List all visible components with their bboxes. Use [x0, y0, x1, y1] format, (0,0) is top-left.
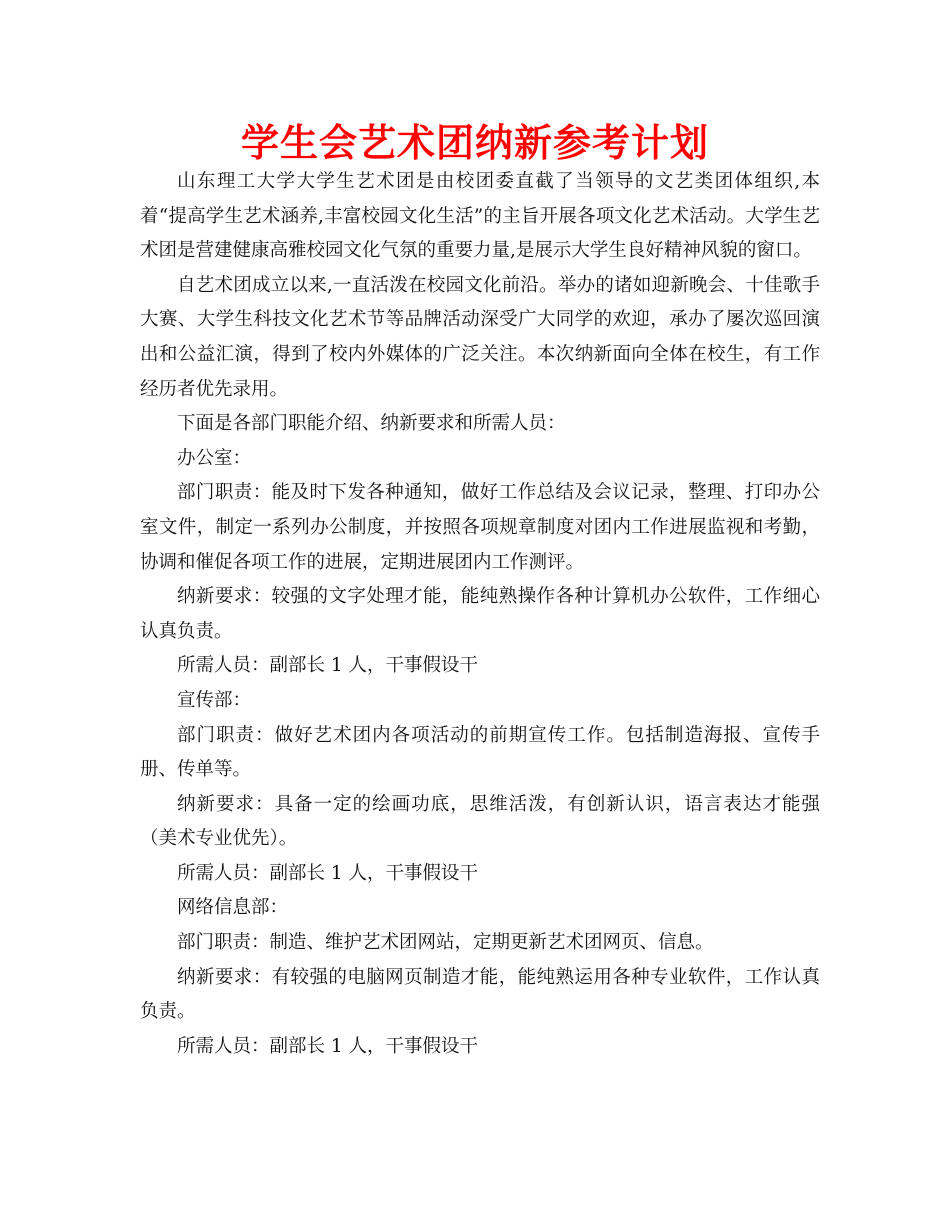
office-duties: 部门职责：能及时下发各种通知，做好工作总结及会议记录，整理、打印办公室文件，制定一系列办公制度，并按照各项规章制度对团内工作进展监视和考勤，协调和催促各项工作的进展，定期进展团内工作测评。: [140, 482, 820, 573]
heading-network: 网络信息部：: [177, 897, 289, 919]
paragraph-intro: 山东理工大学大学生艺术团是由校团委直截了当领导的文艺类团体组织,本着“提高学生艺术涵养,丰富校园文化生活”的主旨开展各项文化艺术活动。大学生艺术团是营建健康高雅校园文化气氛的重要力量,是展示大学生良好精神风貌的窗口。: [140, 171, 820, 262]
publicity-duties: 部门职责：做好艺术团内各项活动的前期宣传工作。包括制造海报、宣传手册、传单等。: [140, 724, 820, 781]
document-title: 学生会艺术团纳新参考计划: [240, 120, 709, 165]
office-requirements: 纳新要求：较强的文字处理才能，能纯熟操作各种计算机办公软件，工作细心认真负责。: [140, 586, 820, 642]
publicity-requirements: 纳新要求：具备一定的绘画功底，思维活泼，有创新认识，语言表达才能强（美术专业优先）。: [140, 793, 820, 850]
document-body: [140, 165, 820, 1064]
network-duties: 部门职责：制造、维护艺术团网站，定期更新艺术团网页、信息。: [177, 932, 714, 954]
office-staffing: 所需人员：副部长 1 人，干事假设干: [177, 655, 479, 677]
network-requirements: 纳新要求：有较强的电脑网页制造才能，能纯熟运用各种专业软件，工作认真负责。: [140, 966, 820, 1023]
paragraph-departments-intro: 下面是各部门职能介绍、纳新要求和所需人员：: [177, 413, 566, 435]
heading-publicity: 宣传部：: [177, 689, 252, 711]
network-staffing: 所需人员：副部长 1 人，干事假设干: [177, 1035, 479, 1057]
paragraph-history: 自艺术团成立以来,一直活泼在校园文化前沿。举办的诸如迎新晚会、十佳歌手大赛、大学生科技文化艺术节等品牌活动深受广大同学的欢迎，承办了屡次巡回演出和公益汇演，得到了校内外媒体的广泛关注。本次纳新面向全体在校生，有工作经历者优先录用。: [140, 274, 820, 400]
heading-office: 办公室：: [177, 447, 252, 469]
publicity-staffing: 所需人员：副部长 1 人，干事假设干: [177, 862, 479, 884]
